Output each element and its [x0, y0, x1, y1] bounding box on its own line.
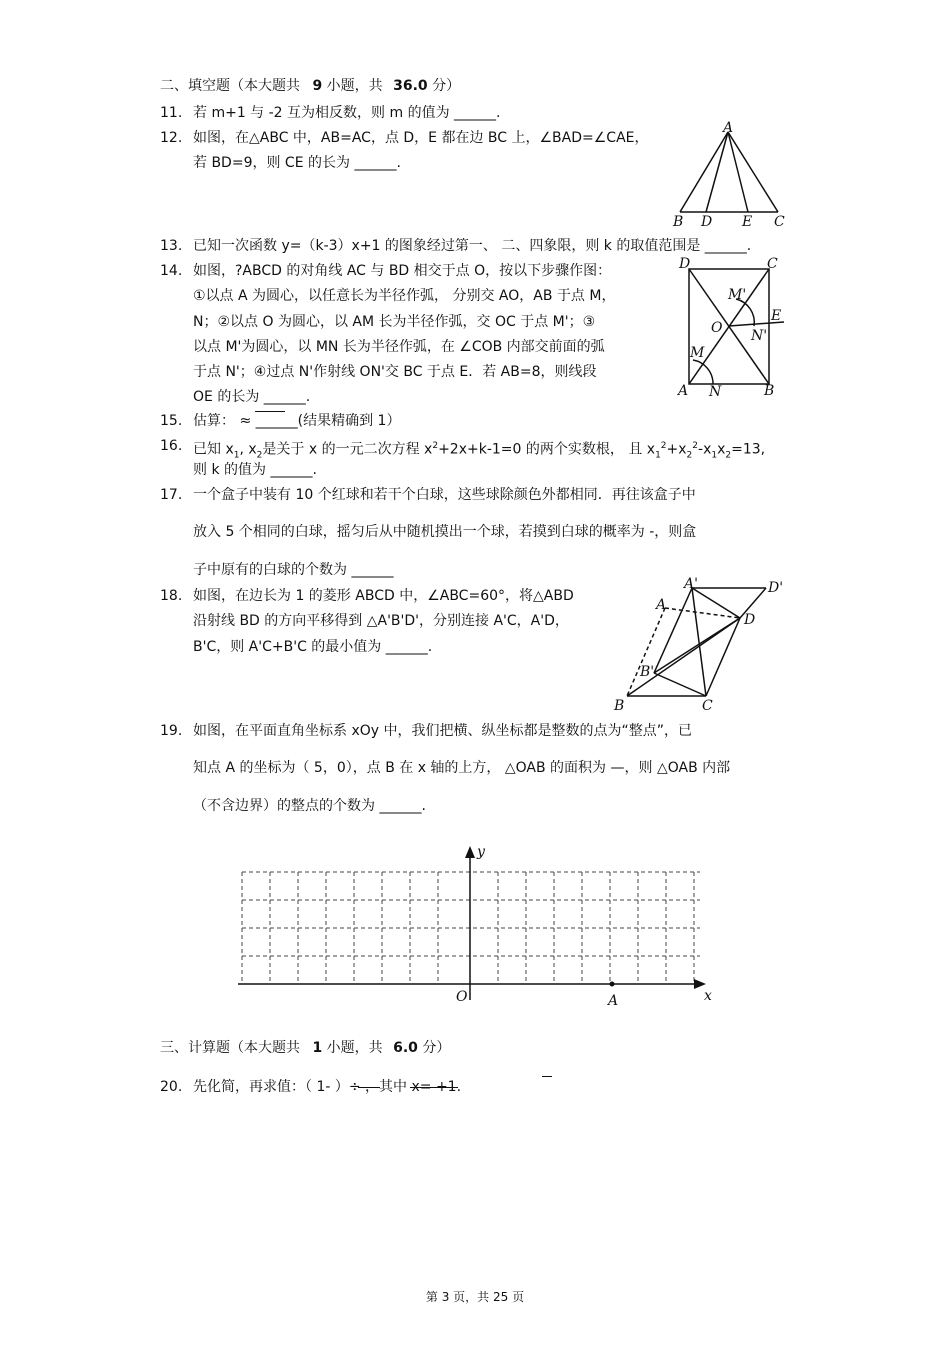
- q14-number: 14.: [160, 263, 183, 279]
- q14-line1: 如图，?ABCD 的对角线 AC 与 BD 相交于点 O，按以下步骤作图：: [193, 263, 612, 279]
- fig14-label-B: B: [764, 383, 775, 399]
- q18-line3: B'C，则 A'C+B'C 的最小值为 ______.: [193, 639, 433, 655]
- q14-line4: 以点 M'为圆心，以 MN 长为半径作弧，在 ∠COB 内部交前面的弧: [193, 339, 605, 355]
- q17-line1: 一个盒子中装有 10 个红球和若干个白球，这些球除颜色外都相同．再往该盒子中: [193, 487, 696, 503]
- page-footer: 第 3 页，共 25 页: [425, 1290, 525, 1304]
- fig14-label-N: N: [709, 384, 722, 400]
- q15-text: 估算： ≈ ______(结果精确到 1）: [193, 413, 401, 429]
- fig18-label-A-prime: A': [684, 576, 698, 592]
- fig14-label-E: E: [771, 308, 782, 324]
- q19-line1: 如图，在平面直角坐标系 xOy 中，我们把横、纵坐标都是整数的点为“整点”，已: [193, 723, 692, 739]
- fig14-label-A: A: [678, 383, 689, 399]
- fig18-label-A: A: [656, 597, 667, 613]
- q20-number: 20.: [160, 1079, 183, 1095]
- fig19-label-O: O: [456, 989, 468, 1005]
- q14-line6: OE 的长为 ______.: [193, 389, 311, 405]
- q13-number: 13.: [160, 238, 183, 254]
- fig12-label-A: A: [723, 120, 734, 136]
- q18-line2: 沿射线 BD 的方向平移得到 △A'B'D'，分别连接 A'C，A'D，: [193, 613, 569, 629]
- q16-number: 16.: [160, 438, 183, 454]
- q18-line1: 如图，在边长为 1 的菱形 ABCD 中，∠ABC=60°，将△ABD: [193, 588, 574, 604]
- q20-fraction-bar-2: [410, 1087, 458, 1088]
- fig14-label-N-prime: N': [751, 328, 768, 344]
- fig12-label-B: B: [673, 214, 684, 230]
- fig18-label-D: D: [744, 612, 756, 628]
- q19-coordinate-grid: [230, 840, 720, 1010]
- q18-number: 18.: [160, 588, 183, 604]
- fig18-label-B-prime: B': [640, 664, 655, 680]
- fig18-label-B: B: [614, 698, 625, 714]
- fig14-label-M: M: [690, 345, 705, 361]
- q15-number: 15.: [160, 413, 183, 429]
- q17-number: 17.: [160, 487, 183, 503]
- q20-radical-bar: [542, 1076, 552, 1077]
- q19-line2: 知点 A 的坐标为（ 5，0），点 B 在 x 轴的上方， △OAB 的面积为 —，则 △OAB 内部: [193, 760, 731, 776]
- q14-line3: N；②以点 O 为圆心，以 AM 长为半径作弧，交 OC 于点 M'；③: [193, 314, 596, 330]
- fig14-label-C: C: [767, 256, 778, 272]
- q18-rhombus-figure: [610, 578, 795, 713]
- section-3-heading: 三、计算题（本大题共 1 小题，共 6.0 分）: [160, 1040, 451, 1056]
- q11-number: 11.: [160, 105, 183, 121]
- q12-number: 12.: [160, 130, 183, 146]
- fig12-label-E: E: [742, 214, 753, 230]
- q16-text: 已知 $x_1$, $x_2$是关于 x 的一元二次方程 $x^2+2x+k-1=0$ 的两个实数根， 且 $x_1^2+x_2^2-x_1x_2=13$,: [193, 441, 766, 461]
- q11-text: 若 m+1 与 -2 互为相反数，则 m 的值为 ______.: [193, 105, 501, 121]
- fig14-label-M-prime: M': [728, 287, 747, 303]
- q19-number: 19.: [160, 723, 183, 739]
- fig19-label-x: x: [704, 988, 712, 1004]
- q17-line2: 放入 5 个相同的白球，摇匀后从中随机摸出一个球，若摸到白球的概率为 -，则盒: [193, 524, 697, 540]
- q20-fraction-bar-1: [358, 1087, 380, 1088]
- q20-text: 先化简，再求值：（ 1- ）÷ ，其中 x= +1.: [193, 1079, 462, 1095]
- q16-line2: 则 k 的值为 ______.: [193, 462, 317, 478]
- fig12-label-C: C: [774, 214, 785, 230]
- fig18-label-C: C: [702, 698, 713, 714]
- fig12-label-D: D: [701, 214, 713, 230]
- q12-line2: 若 BD=9，则 CE 的长为 ______.: [193, 155, 401, 171]
- q13-text: 已知一次函数 y=（k-3）x+1 的图象经过第一、 二、四象限，则 k 的取值范围是 ______.: [193, 238, 752, 254]
- q14-rectangle-figure: [676, 254, 791, 399]
- section-2-heading: 二、填空题（本大题共 9 小题，共 36.0 分）: [160, 78, 461, 94]
- q15-radical-bar: [255, 411, 285, 412]
- q19-line3: （不含边界）的整点的个数为 ______.: [193, 798, 426, 814]
- q12-line1: 如图，在△ABC 中，AB=AC，点 D，E 都在边 BC 上，∠BAD=∠CAE，: [193, 130, 649, 146]
- fig18-label-D-prime: D': [768, 580, 784, 596]
- q12-triangle-figure: [668, 120, 798, 230]
- fig19-label-A: A: [608, 993, 619, 1009]
- fig14-label-O: O: [711, 320, 723, 336]
- fig19-label-y: y: [477, 844, 485, 860]
- fig14-label-D: D: [679, 256, 691, 272]
- q14-line2: ①以点 A 为圆心，以任意长为半径作弧， 分别交 AO，AB 于点 M，: [193, 288, 616, 304]
- q14-line5: 于点 N'；④过点 N'作射线 ON'交 BC 于点 E．若 AB=8，则线段: [193, 364, 597, 380]
- q17-line3: 子中原有的白球的个数为 ______: [193, 562, 394, 578]
